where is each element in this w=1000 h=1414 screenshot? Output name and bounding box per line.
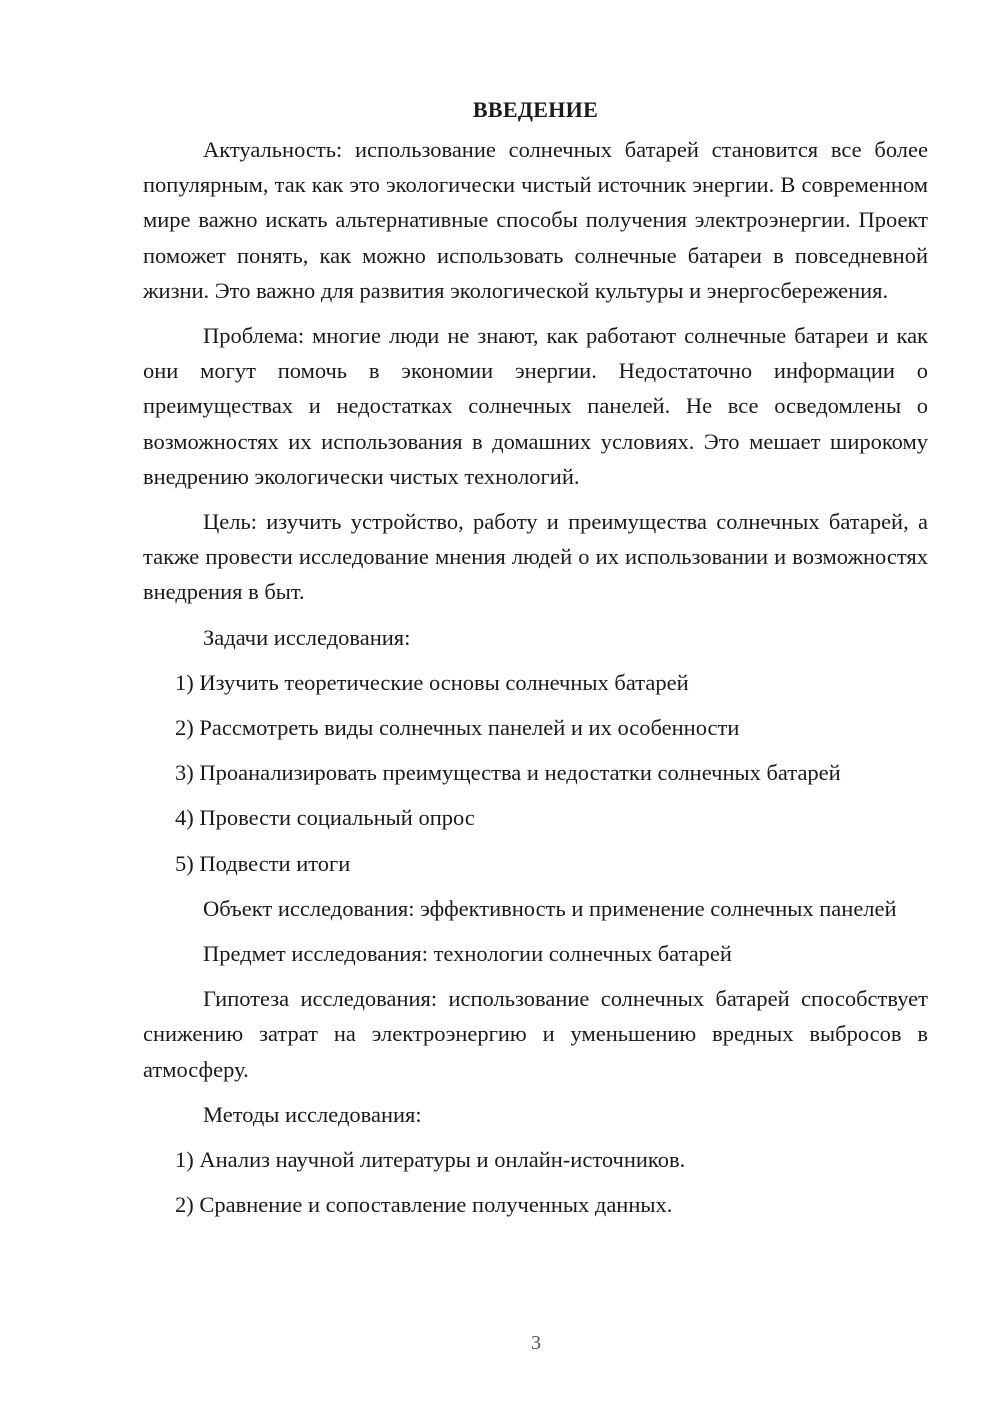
task-item: 4) Провести социальный опрос bbox=[175, 805, 475, 831]
goal-paragraph: Цель: изучить устройство, работу и преимущества солнечных батарей, а также провести исследование мнения людей о их использовании и возможностях внедрения в быт. bbox=[143, 509, 928, 605]
tasks-label: Задачи исследования: bbox=[203, 624, 411, 650]
document-page bbox=[143, 92, 928, 1232]
tasks-list bbox=[143, 665, 928, 881]
task-item: 1) Изучить теоретические основы солнечных батарей bbox=[175, 669, 689, 695]
methods-label: Методы исследования: bbox=[203, 1101, 422, 1127]
relevance-paragraph: Актуальность: использование солнечных батарей становится все более популярным, так как это экологически чистый источник энергии. В современном мире важно искать альтернативные способы получения электроэнергии. Проект поможет понять, как можно использовать солнечные батареи в повседневной жизни. Это важно для развития экологической культуры и энергосбережения. bbox=[143, 137, 928, 303]
task-item: 2) Рассмотреть виды солнечных панелей и их особенности bbox=[175, 715, 740, 741]
method-item: 1) Анализ научной литературы и онлайн-источников. bbox=[175, 1147, 686, 1173]
task-item: 5) Подвести итоги bbox=[175, 850, 351, 876]
methods-list bbox=[143, 1142, 928, 1222]
hypothesis-paragraph: Гипотеза исследования: использование солнечных батарей способствует снижению затрат на электроэнергию и уменьшению вредных выбросов в атмосферу. bbox=[143, 986, 928, 1082]
page-title: ВВЕДЕНИЕ bbox=[472, 97, 599, 122]
object-paragraph: Объект исследования: эффективность и применение солнечных панелей bbox=[203, 895, 897, 921]
page-number: 3 bbox=[531, 1332, 541, 1354]
task-item: 3) Проанализировать преимущества и недостатки солнечных батарей bbox=[175, 760, 841, 786]
method-item: 2) Сравнение и сопоставление полученных данных. bbox=[175, 1192, 673, 1218]
subject-paragraph: Предмет исследования: технологии солнечных батарей bbox=[203, 941, 732, 967]
problem-paragraph: Проблема: многие люди не знают, как работают солнечные батареи и как они могут помочь в экономии энергии. Недостаточно информации о преимуществах и недостатках солнечных панелей. Не все осведомлены о возможностях их использования в домашних условиях. Это мешает широкому внедрению экологически чистых технологий. bbox=[143, 323, 928, 489]
